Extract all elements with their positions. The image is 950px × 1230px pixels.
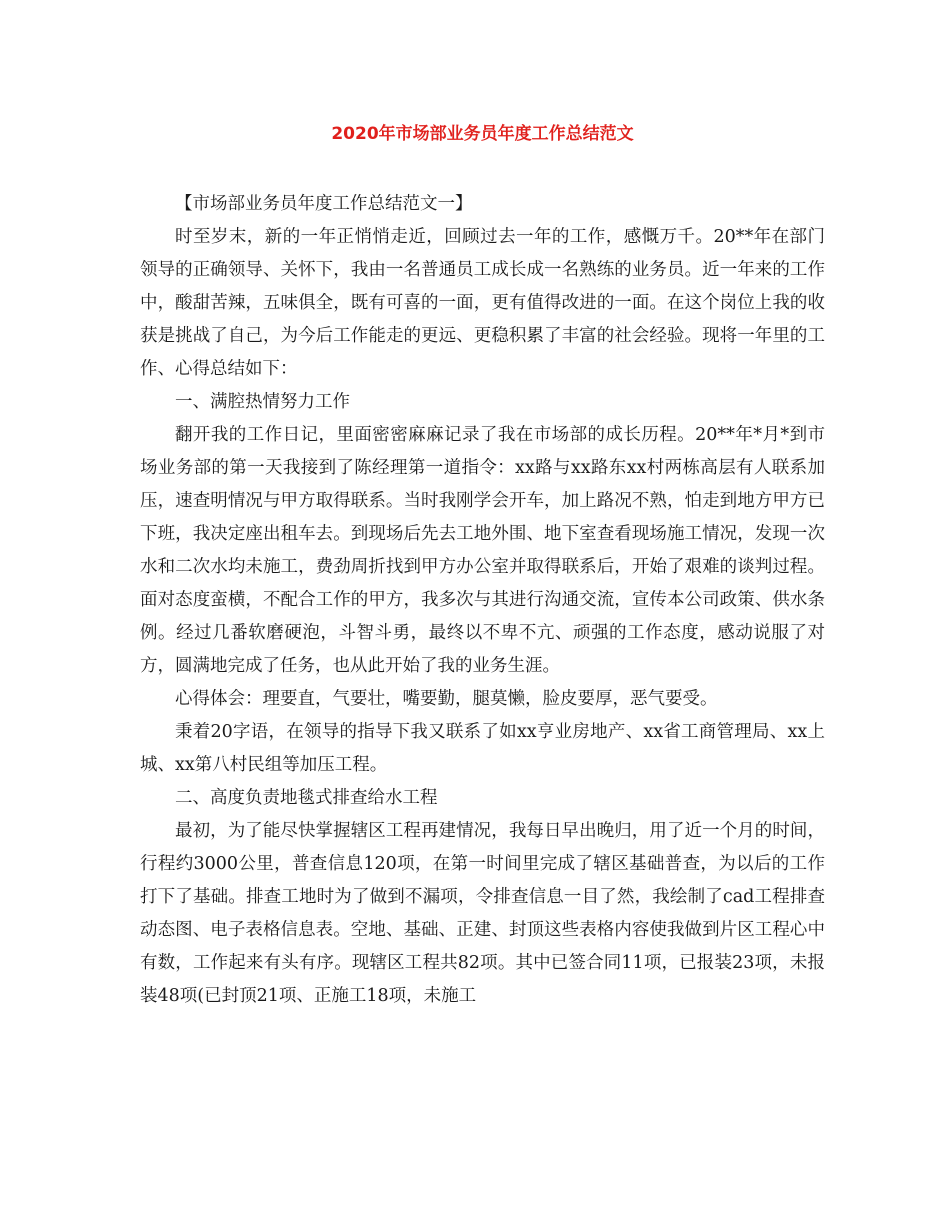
body-paragraph: 时至岁末，新的一年正悄悄走近，回顾过去一年的工作，感慨万千。20**年在部门领导的正确领导、关怀下，我由一名普通员工成长成一名熟练的业务员。近一年来的工作中，酸甜苦辣，五味俱全，既有可喜的一面，更有值得改进的一面。在这个岗位上我的收获是挑战了自己，为今后工作能走的更远、更稳积累了丰富的社会经验。现将一年里的工作、心得总结如下：: [140, 227, 825, 379]
body-paragraph: 秉着20字语，在领导的指导下我又联系了如xx亨业房地产、xx省工商管理局、xx上城、xx第八村民组等加压工程。: [140, 722, 825, 775]
document-title: 2020年市场部业务员年度工作总结范文: [331, 124, 634, 144]
document-body: [140, 188, 825, 1013]
subheading: 一、满腔热情努力工作: [175, 392, 350, 412]
section-heading: 【市场部业务员年度工作总结范文一】: [175, 194, 473, 214]
body-paragraph: 翻开我的工作日记，里面密密麻麻记录了我在市场部的成长历程。20**年*月*到市场业务部的第一天我接到了陈经理第一道指令：xx路与xx路东xx村两栋高层有人联系加压，速查明情况与甲方取得联系。当时我刚学会开车，加上路况不熟，怕走到地方甲方已下班，我决定座出租车去。到现场后先去工地外围、地下室查看现场施工情况，发现一次水和二次水均未施工，费劲周折找到甲方办公室并取得联系后，开始了艰难的谈判过程。面对态度蛮横，不配合工作的甲方，我多次与其进行沟通交流，宣传本公司政策、供水条例。经过几番软磨硬泡，斗智斗勇，最终以不卑不亢、顽强的工作态度，感动说服了对方，圆满地完成了任务，也从此开始了我的业务生涯。: [140, 425, 825, 676]
subheading: 二、高度负责地毯式排查给水工程: [175, 788, 438, 808]
body-paragraph: 最初，为了能尽快掌握辖区工程再建情况，我每日早出晚归，用了近一个月的时间，行程约3000公里，普查信息120项，在第一时间里完成了辖区基础普查，为以后的工作打下了基础。排查工地时为了做到不漏项，令排查信息一目了然，我绘制了cad工程排查动态图、电子表格信息表。空地、基础、正建、封顶这些表格内容使我做到片区工程心中有数，工作起来有头有序。现辖区工程共82项。其中已签合同11项，已报装23项，未报装48项(已封顶21项、正施工18项，未施工: [140, 821, 825, 1006]
body-paragraph: 心得体会：理要直，气要壮，嘴要勤，腿莫懒，脸皮要厚，恶气要受。: [175, 689, 718, 709]
